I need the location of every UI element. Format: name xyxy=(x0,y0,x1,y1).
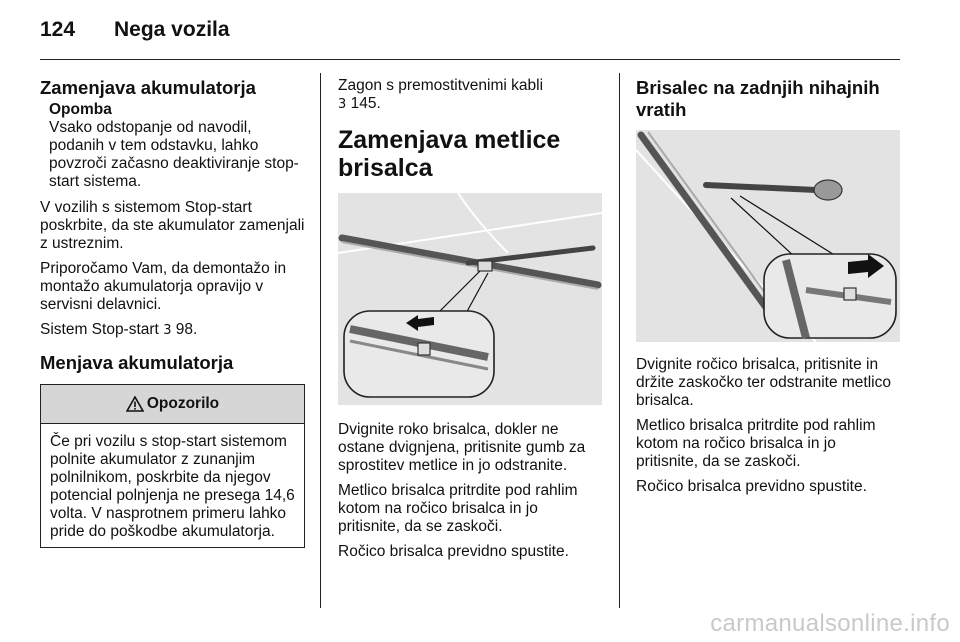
paragraph: Metlico brisalca pritrdite pod rahlim kotom na ročico brisalca in jo pritisnite, da se zaskoči. xyxy=(338,482,578,535)
note-text: Vsako odstopanje od navodil, podanih v tem odstavku, lahko povzroči začasno deaktiviranje stop-start sistema. xyxy=(49,119,299,190)
warning-text: Če pri vozilu s stop-start sistemom polnite akumulator z zunanjim polnilnikom, poskrbite da njegov potencial polnjenja ne presega 14,6 volta. V nasprotnem primeru lahko pride do poškodbe akumulatorja. xyxy=(50,433,295,540)
warning-header xyxy=(41,385,304,424)
cross-reference-page[interactable]: 145. xyxy=(350,95,381,112)
rear-wiper-illustration xyxy=(636,130,900,342)
warning-title: Opozorilo xyxy=(146,395,220,412)
cross-reference-icon: 3 xyxy=(163,323,172,338)
warning-triangle-icon xyxy=(126,396,144,412)
note-block xyxy=(40,101,305,191)
section-heading-rear-wiper: Brisalec na zadnjih nihajnih vratih xyxy=(636,77,880,120)
column-2 xyxy=(338,77,603,568)
section-heading-battery-change: Menjava akumulatorja xyxy=(40,352,234,373)
column-3 xyxy=(636,77,902,503)
paragraph: Dvignite roko brisalca, dokler ne ostane dvignjena, pritisnite gumb za sprostitev metlice in jo odstranite. xyxy=(338,421,586,474)
cross-reference-icon: 3 xyxy=(338,97,347,112)
page-number: 124 xyxy=(40,18,76,41)
warning-box xyxy=(40,384,305,548)
paragraph: Dvignite ročico brisalca, pritisnite in držite zaskočko ter odstranite metlico brisalca. xyxy=(636,356,891,409)
column-divider-2 xyxy=(619,73,620,608)
paragraph-cross-ref: Sistem Stop-start 3 98. xyxy=(40,321,198,338)
wiper-blade-illustration xyxy=(338,193,602,405)
paragraph: Priporočamo Vam, da demontažo in montažo akumulatorja opravijo v servisni delavnici. xyxy=(40,260,287,313)
paragraph: Ročico brisalca previdno spustite. xyxy=(338,543,569,560)
wiper-blade-drawing xyxy=(338,193,602,405)
paragraph-cross-ref: Zagon s premostitvenimi kabli 3 145. xyxy=(338,77,544,112)
section-heading-wiper-blade: Zamenjava metlice brisalca xyxy=(338,126,561,182)
section-heading-battery-replacement: Zamenjava akumulatorja xyxy=(40,77,256,98)
note-title: Opomba xyxy=(49,101,112,118)
page-title: Nega vozila xyxy=(114,18,230,41)
column-1 xyxy=(40,77,305,548)
paragraph: Ročico brisalca previdno spustite. xyxy=(636,478,867,495)
column-divider-1 xyxy=(320,73,321,608)
cross-reference-page[interactable]: 98. xyxy=(175,321,198,338)
watermark: carmanualsonline.info xyxy=(710,610,950,637)
paragraph: Metlico brisalca pritrdite pod rahlim kotom na ročico brisalca in jo pritisnite, da se zaskoči. xyxy=(636,417,876,470)
header-rule xyxy=(40,59,900,60)
page-header xyxy=(40,18,230,42)
rear-wiper-drawing xyxy=(636,130,900,342)
paragraph: V vozilih s sistemom Stop-start poskrbite, da ste akumulator zamenjali z ustreznim. xyxy=(40,199,305,252)
